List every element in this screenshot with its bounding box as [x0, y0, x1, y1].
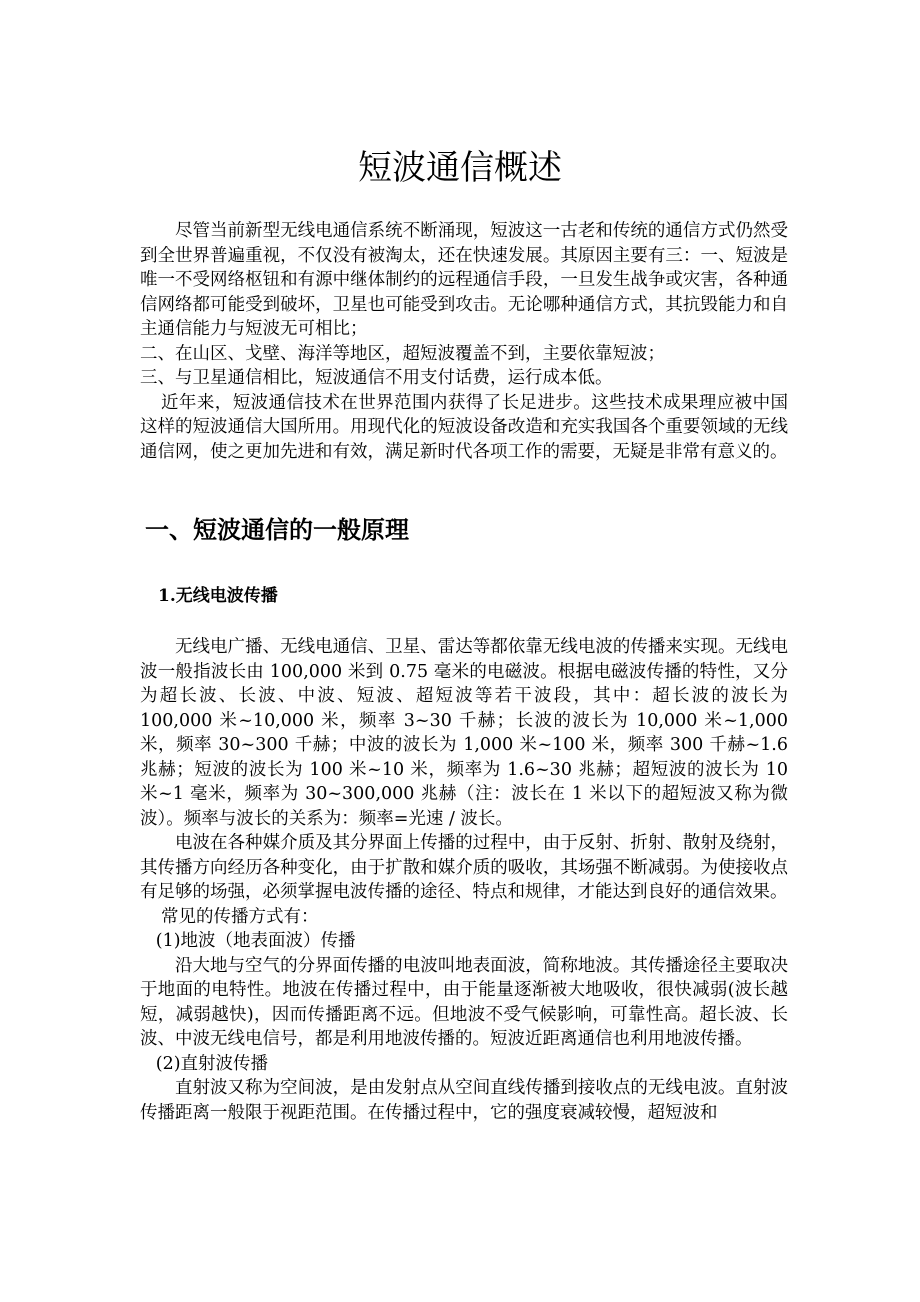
intro-paragraph-1: 尽管当前新型无线电通信系统不断涌现，短波这一古老和传统的通信方式仍然受到全世界普遍重视，不仅没有被淘太，还在快速发展。其原因主要有三：一、短波是唯一不受网络枢钮和有源中继体制约的远程通信手段，一旦发生战争或灾害，各种通信网络都可能受到破坏，卫星也可能受到攻击。无论哪种通信方式，其抗毁能力和自主通信能力与短波无可相比； — [140, 221, 788, 339]
intro-section — [140, 219, 788, 464]
subsection-body — [140, 635, 788, 1125]
intro-paragraph-4: 近年来，短波通信技术在世界范围内获得了长足进步。这些技术成果理应被中国这样的短波通信大国所用。用现代化的短波设备改造和充实我国各个重要领域的无线通信网，使之更加先进和有效，满足新时代各项工作的需要，无疑是非常有意义的。 — [140, 392, 788, 462]
subsection-heading: 1.无线电波传播 — [158, 586, 278, 606]
section-heading: 一、短波通信的一般原理 — [145, 515, 409, 544]
body-paragraph-2: 电波在各种媒介质及其分界面上传播的过程中，由于反射、折射、散射及绕射，其传播方向经历各种变化，由于扩散和媒介质的吸收，其场强不断减弱。为使接收点有足够的场强，必须掌握电波传播的途径、特点和规律，才能达到良好的通信效果。 — [140, 833, 788, 902]
body-paragraph-ground-wave: 沿大地与空气的分界面传播的电波叫地表面波，简称地波。其传播途径主要取决于地面的电特性。地波在传播过程中，由于能量逐渐被大地吸收，很快减弱(波长越短，减弱越快)，因而传播距离不远。但地波不受气候影响，可靠性高。超长波、长波、中波无线电信号，都是利用地波传播的。短波近距离通信也利用地波传播。 — [140, 955, 788, 1049]
intro-paragraph-3: 三、与卫星通信相比，短波通信不用支付话费，运行成本低。 — [140, 368, 613, 388]
list-item-ground-wave: (1)地波（地表面波）传播 — [155, 931, 356, 951]
body-paragraph-direct-wave: 直射波又称为空间波，是由发射点从空间直线传播到接收点的无线电波。直射波传播距离一般限于视距范围。在传播过程中，它的强度衰减较慢，超短波和 — [140, 1078, 788, 1123]
body-paragraph-3: 常见的传播方式有： — [161, 906, 319, 927]
page-title: 短波通信概述 — [358, 148, 562, 188]
intro-paragraph-2: 二、在山区、戈壁、海洋等地区，超短波覆盖不到，主要依靠短波； — [140, 343, 665, 364]
body-paragraph-1: 无线电广播、无线电通信、卫星、雷达等都依靠无线电波的传播来实现。无线电波一般指波长由 100,000 米到 0.75 毫米的电磁波。根据电磁波传播的特性，又分为超长波、长波、中波、短波、超短波等若干波段，其中：超长波的波长为 100,000 米~10,000 米，频率 3~30 千赫；长波的波长为 10,000 米~1,000 米，频率 30~300 千赫；中波的波长为 1,000 米~100 米，频率 300 千赫~1.6 兆赫；短波的波长为 100 米~10 米，频率为 1.6~30 兆赫；超短波的波长为 10 米~1 毫米，频率为 30~300,000 兆赫（注：波长在 1 米以下的超短波又称为微波）。频率与波长的关系为：频率=光速 / 波长。 — [140, 637, 788, 829]
list-item-direct-wave: (2)直射波传播 — [155, 1053, 269, 1074]
